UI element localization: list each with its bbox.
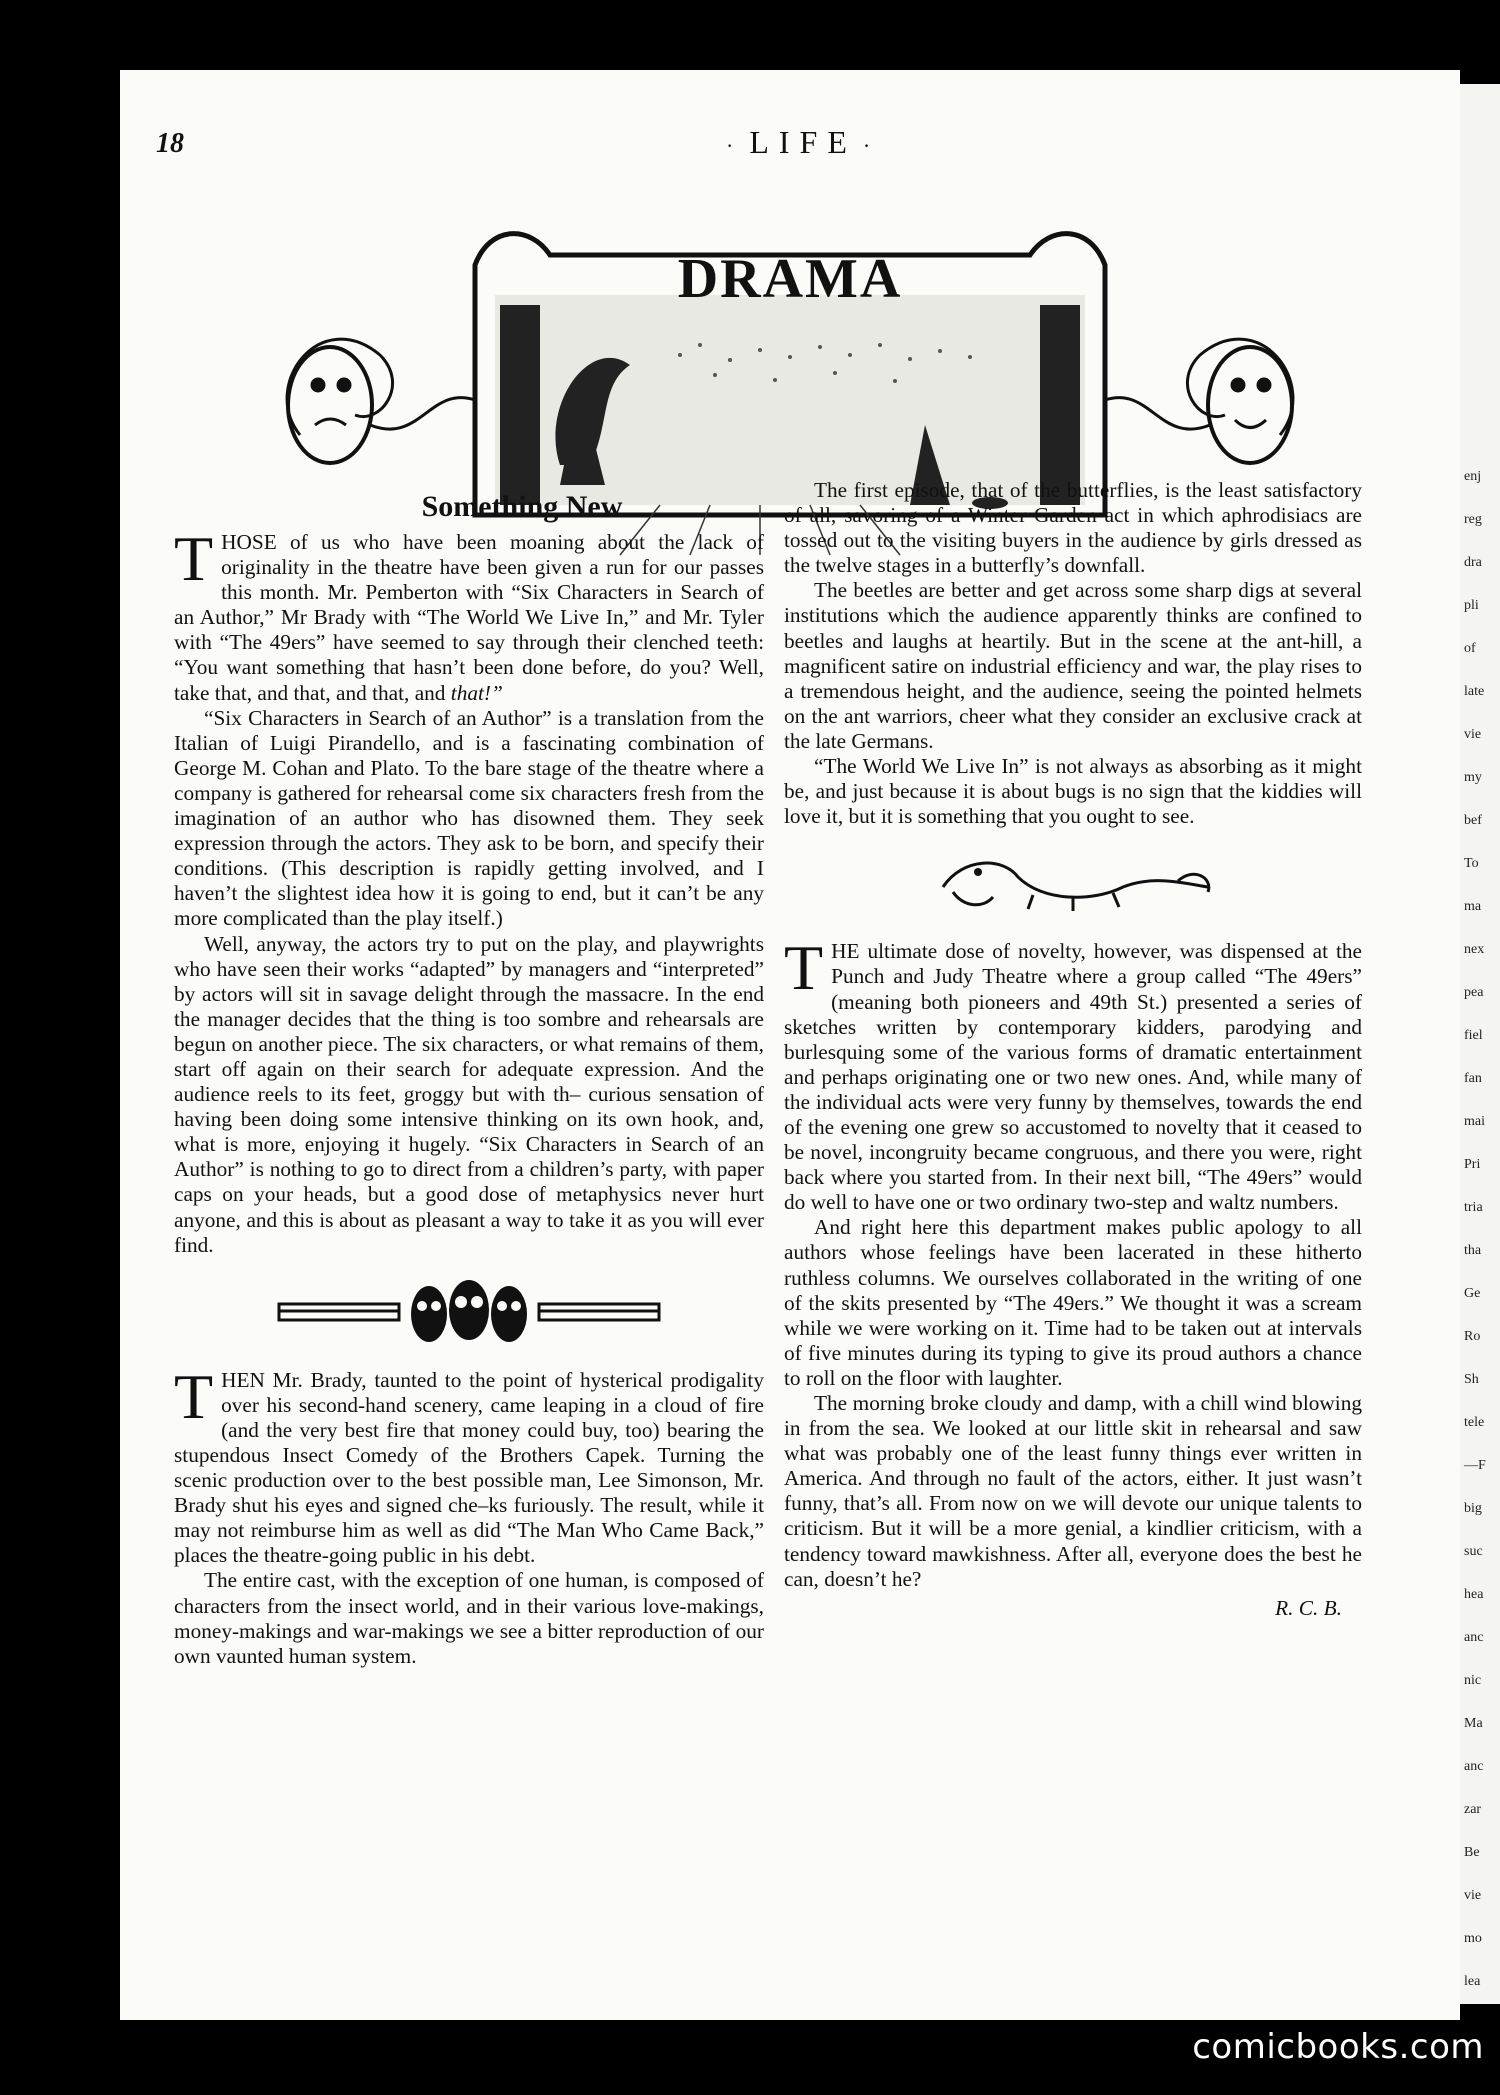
page-fragment-text: pli <box>1464 598 1479 613</box>
page-fragment-text: reg <box>1464 512 1482 527</box>
paragraph <box>784 932 1362 1215</box>
paragraph <box>174 1360 764 1569</box>
page-fragment-text: zar <box>1464 1802 1482 1817</box>
paragraph: Well, anyway, the actors try to put on the play, and playwrights who have seen their works “adapted” by managers and “interpreted” by actors will sit in savage delight through the massacre. In the end the manager decides that the thing is too sombre and rehearsals are begun on another piece. The six characters, or what remains of them, start off again on their search for adequate expression. And the audience reels to its feet, groggy but with th– curious sensation of having been doing some intensive thinking on its own hook, and, what is more, enjoying it hugely. “Six Characters in Search of an Author” is nothing to go to direct from a children’s party, with paper caps on your heads, but a good dose of metaphysics never hurt anyone, and this is about as pleasant a way to take it as you will ever find. <box>174 931 764 1257</box>
page-fragment-text: hea <box>1464 1587 1484 1602</box>
page-fragment-text: late <box>1464 684 1485 699</box>
right-column <box>784 478 1362 1621</box>
emphasis-text: that!” <box>450 680 503 705</box>
page-fragment-text: nex <box>1464 942 1485 957</box>
paragraph-text: HOSE of us who have been moaning about the lack of originality in the theatre have been given a run for our passes this month. Mr. Pemberton with “Six Characters in Search of an Author,” Mr Brady with “The World We Live In,” and Mr. Tyler with “The 49ers” have seemed to say through their clenched teeth: “You want something that hasn’t been done before, do you? Well, take that, and that, and that, and <box>174 530 764 705</box>
page-fragment-text: —F <box>1464 1458 1486 1473</box>
left-column <box>174 523 764 1669</box>
owl-ornament <box>269 1276 669 1346</box>
tragedy-mask-frame <box>288 347 372 463</box>
page-fragment-text: big <box>1464 1501 1482 1516</box>
page-fragment-text: lea <box>1464 1974 1481 1989</box>
page-fragment-text: tria <box>1464 1200 1483 1215</box>
paragraph-text: HEN Mr. Brady, taunted to the point of hysterical prodigality over his second-hand scenery, came leaping in a cloud of fire (and the very best fire that money could buy, too) bearing the stupendous Insect Comedy of the Brothers Capek. Turning the scenic production over to the best possible man, Lee Simonson, Mr. Brady shut his eyes and signed che–ks furiously. The result, while it may not reimburse him as well as did “The Man Who Came Back,” places the theatre-going public in his debt. <box>174 1367 764 1568</box>
page-fragment-text: suc <box>1464 1544 1483 1559</box>
page-fragment-text: fiel <box>1464 1028 1483 1043</box>
page-fragment-text: my <box>1464 770 1482 785</box>
paragraph: The entire cast, with the exception of one human, is composed of characters from the insect world, and in their various love-makings, money-makings and war-makings we see a bitter reproduction of our own vaunted human system. <box>174 1568 764 1668</box>
page-fragment-text: Sh <box>1464 1372 1479 1387</box>
page-fragment-text: ma <box>1464 899 1482 914</box>
author-signature: R. C. B. <box>1275 1595 1342 1620</box>
adjacent-page-edge <box>1460 84 1500 2004</box>
paragraph <box>174 523 764 706</box>
magazine-page <box>120 70 1460 2020</box>
running-head <box>720 124 886 161</box>
page-fragment-text: mo <box>1464 1931 1482 1946</box>
right-curtain <box>1040 305 1080 505</box>
page-fragment-text: Ge <box>1464 1286 1481 1301</box>
page-fragment-text: anc <box>1464 1759 1484 1774</box>
dragon-ornament <box>923 847 1223 917</box>
page-number: 18 <box>156 128 184 159</box>
page-fragment-text: dra <box>1464 555 1482 570</box>
page-fragment-text: Be <box>1464 1845 1480 1860</box>
page-fragment-text: fan <box>1464 1071 1482 1086</box>
page-fragment-text: tha <box>1464 1243 1482 1258</box>
article-title: Something New <box>421 490 623 523</box>
drop-cap: T <box>784 932 824 1004</box>
magazine-name: LIFE <box>749 124 857 160</box>
paragraph: And right here this department makes public apology to all authors whose feelings have been lacerated in these hitherto ruthless columns. We ourselves collaborated in the writing of one of the skits presented by “The 49ers.” We thought it was a scream while we were working on it. Time had to be taken out at intervals of five minutes during its typing to give its proud authors a chance to roll on the floor with laughter. <box>784 1215 1362 1390</box>
bullet-dot: · <box>726 132 744 158</box>
page-fragment-text: To <box>1464 856 1479 871</box>
paragraph: The morning broke cloudy and damp, with a chill wind blowing in from the sea. We looked at our little skit in rehearsal and saw what was probably one of the least funny things ever written in America. And through no fault of the actors, either. It just wasn’t funny, that’s all. From now on we will devote our unique talents to criticism. But it will be a more genial, a kindlier criticism, with a tendency toward mawkishness. After all, everyone does the best he can, doesn’t he? <box>784 1391 1362 1591</box>
page-fragment-text: Ma <box>1464 1716 1483 1731</box>
page-fragment-text: mai <box>1464 1114 1485 1129</box>
paragraph-text: HE ultimate dose of novelty, however, was dispensed at the Punch and Judy Theatre where a group called “The 49ers” (meaning both pioneers and 49th St.) presented a series of sketches written by contemporary kidders, parodying and burlesquing some of the various forms of dramatic entertainment and perhaps originating one or two new ones. And, while many of the individual acts were very funny by themselves, towards the end of the evening one grew so accustomed to novelty that it ceased to be novel, incongruity became congruous, and there you were, right back where you started from. In their next bill, “The 49ers” would do well to have one or two ordinary two-step and waltz numbers. <box>784 939 1362 1215</box>
drop-cap: T <box>174 523 214 594</box>
page-fragment-text: tele <box>1464 1415 1485 1430</box>
drop-cap: T <box>174 1360 214 1432</box>
bullet-dot: · <box>862 132 881 158</box>
paragraph: The beetles are better and get across some sharp digs at several institutions which the audience apparently thinks are confined to beetles and laughs at heartily. But in the scene at the ant-hill, a magnificent satire on industrial efficiency and war, the play rises to a tremendous height, and the audience, seeing the pointed helmets on the ant warriors, cheer what they consider an exclusive crack at the late Germans. <box>784 578 1362 753</box>
left-curtain <box>500 305 540 505</box>
page-fragment-text: pea <box>1464 985 1484 1000</box>
page-fragment-text: vie <box>1464 1888 1482 1903</box>
page-fragment-text: Pri <box>1464 1157 1481 1172</box>
section-title: DRAMA <box>677 248 903 310</box>
comedy-mask-frame <box>1208 347 1292 463</box>
paragraph: “The World We Live In” is not always as absorbing as it might be, and just because it is about bugs is no sign that the kiddies will love it, but it is something that you ought to see. <box>784 754 1362 829</box>
page-fragment-text: nic <box>1464 1673 1482 1688</box>
page-fragment-text: bef <box>1464 813 1482 828</box>
page-fragment-text: anc <box>1464 1630 1484 1645</box>
paragraph: The first episode, that of the butterflies, is the least satisfactory of all, savoring of a Winter Garden act in which aphrodisiacs are tossed out to the visiting buyers in the audience by girls dressed as the twelve stages in a butterfly’s downfall. <box>784 478 1362 578</box>
paragraph: “Six Characters in Search of an Author” is a translation from the Italian of Luigi Pirandello, and is a fascinating combination of George M. Cohan and Plato. To the bare stage of the theatre where a company is gathered for rehearsal come six characters fresh from the imagination of an author who has disowned them. They seek expression through the actors. They ask to be born, and specify their conditions. (This description is rapidly getting involved, and I haven’t the slightest idea how it is going to end, but it can’t be any more complicated than the play itself.) <box>174 705 764 931</box>
page-fragment-text: Ro <box>1464 1329 1481 1344</box>
watermark: comicbooks.com <box>1192 2027 1484 2067</box>
page-fragment-text: of <box>1464 641 1476 656</box>
page-fragment-text: vie <box>1464 727 1482 742</box>
page-fragment-text: enj <box>1464 469 1482 484</box>
